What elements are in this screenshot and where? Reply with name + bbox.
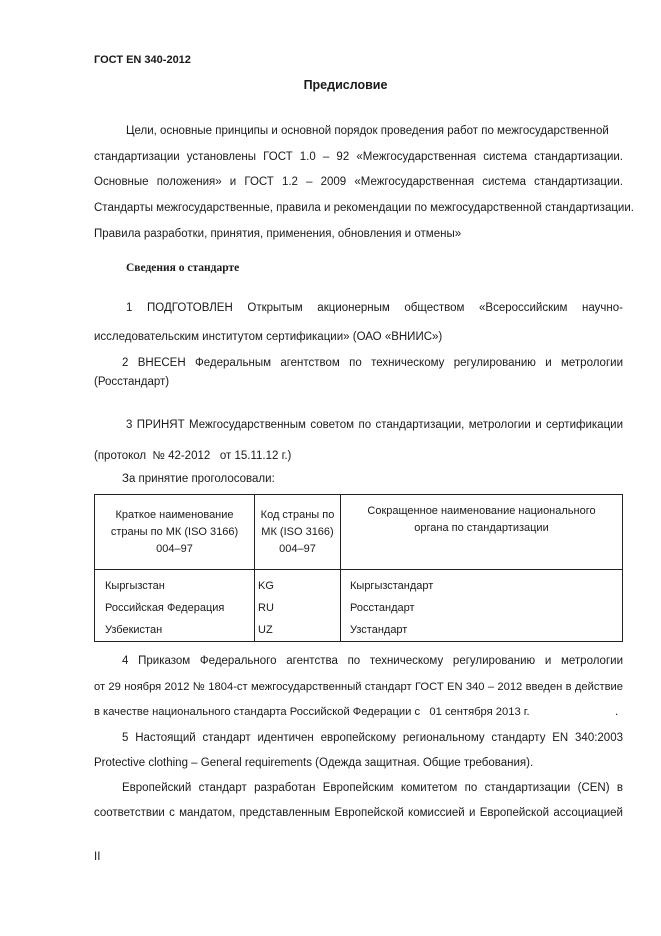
- item-1-line-1: 1 ПОДГОТОВЛЕН Открытым акционерным обществом «Всероссийским научно-: [126, 302, 623, 314]
- cell-country: Узбекистан: [95, 619, 255, 642]
- header-country: Краткое наименование страны по МК (ISO 3166) 004–97: [95, 495, 255, 570]
- text-line: Правила разработки, принятия, применения, обновления и отмены»: [94, 228, 462, 240]
- item-5-line-2: Protective clothing – General requirements (Одежда защитная. Общие требования).: [94, 757, 534, 769]
- text-line: Стандарты межгосударственные, правила и рекомендации по межгосударственной стандартизации.: [94, 202, 634, 214]
- table-row: [95, 597, 623, 619]
- header-code: Код страны по МК (ISO 3166) 004–97: [255, 495, 341, 570]
- item-4-line-2: от 29 ноября 2012 № 1804-ст межгосударственный стандарт ГОСТ EN 340 – 2012 введен в действие: [94, 681, 623, 693]
- table-row: [95, 570, 623, 598]
- item-5-line-1: 5 Настоящий стандарт идентичен европейскому региональному стандарту EN 340:2003: [122, 732, 623, 744]
- cell-country: Кыргызстан: [95, 570, 255, 598]
- item-3-line-1: 3 ПРИНЯТ Межгосударственным советом по стандартизации, метрологии и сертификации: [126, 419, 623, 431]
- cell-code: KG: [255, 570, 341, 598]
- page-title: Предисловие: [303, 78, 388, 92]
- item-4-line-3: в качестве национального стандарта Российской Федерации с 01 сентября 2013 г.: [94, 706, 530, 718]
- page-number: II: [94, 851, 101, 863]
- cell-country: Российская Федерация: [95, 597, 255, 619]
- text-line: стандартизации установлены ГОСТ 1.0 – 92 «Межгосударственная система стандартизации.: [94, 151, 623, 163]
- item-4-line-3-end: .: [615, 706, 619, 718]
- table-header-row: [95, 495, 623, 570]
- cell-body: Росстандарт: [341, 597, 623, 619]
- document-code: ГОСТ EN 340-2012: [94, 54, 191, 66]
- cell-code: UZ: [255, 619, 341, 642]
- text-line: Цели, основные принципы и основной порядок проведения работ по межгосударственной: [126, 125, 609, 137]
- voted-label: За принятие проголосовали:: [122, 473, 275, 485]
- cell-body: Кыргызстандарт: [341, 570, 623, 598]
- voting-table: [94, 494, 623, 642]
- cell-code: RU: [255, 597, 341, 619]
- european-line-2: соответствии с мандатом, представленным Европейской комиссией и Европейской ассоциацией: [94, 807, 623, 819]
- section-heading: Сведения о стандарте: [126, 262, 240, 274]
- item-2-line-2: (Росстандарт): [94, 376, 170, 388]
- header-body: Сокращенное наименование национального органа по стандартизации: [341, 495, 623, 570]
- item-2-line-1: 2 ВНЕСЕН Федеральным агентством по техническому регулированию и метрологии: [122, 357, 623, 369]
- text-line: Основные положения» и ГОСТ 1.2 – 2009 «Межгосударственная система стандартизации.: [94, 176, 623, 188]
- item-4-line-1: 4 Приказом Федерального агентства по техническому регулированию и метрологии: [122, 655, 623, 667]
- item-3-line-2: (протокол № 42-2012 от 15.11.12 г.): [94, 450, 292, 462]
- european-line-1: Европейский стандарт разработан Европейским комитетом по стандартизации (CEN) в: [122, 782, 623, 794]
- item-1-line-2: исследовательским институтом сертификации» (ОАО «ВНИИС»): [94, 331, 443, 343]
- table-row: [95, 619, 623, 642]
- cell-body: Узстандарт: [341, 619, 623, 642]
